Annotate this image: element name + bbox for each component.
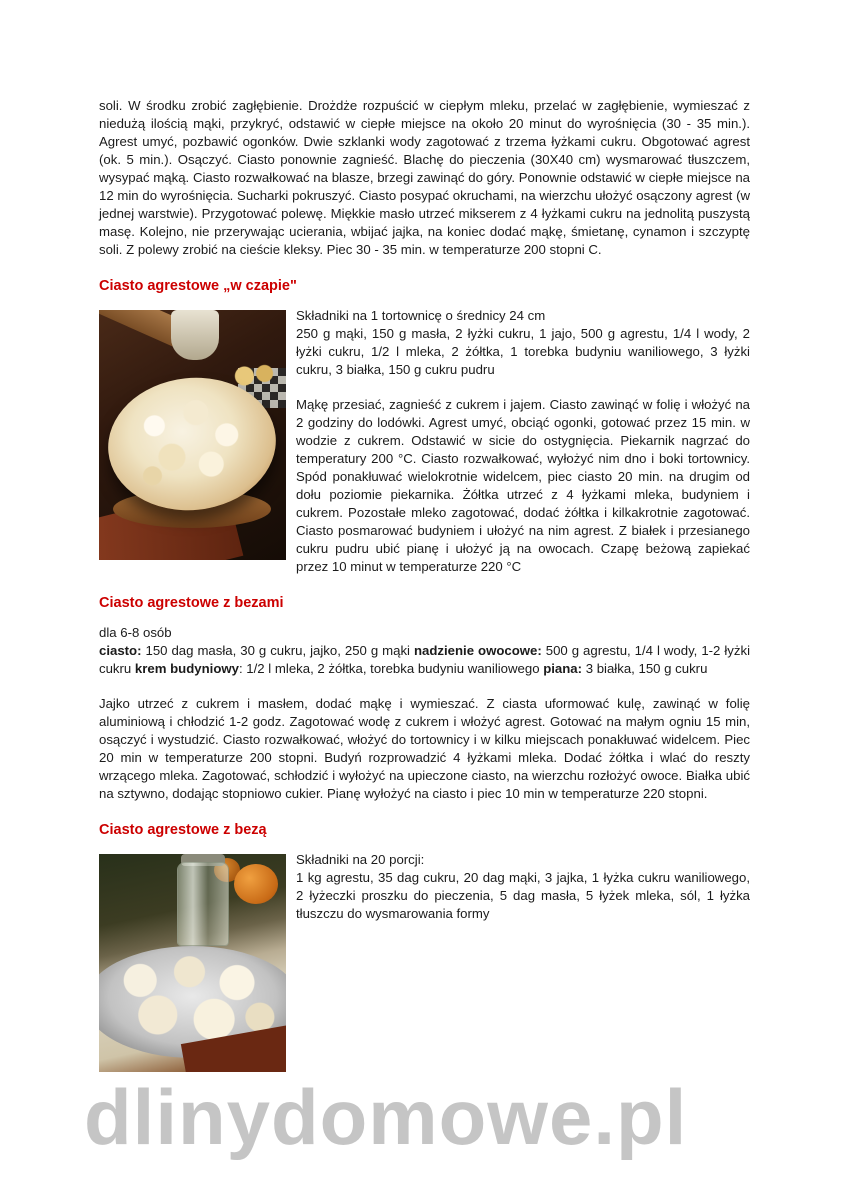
- ingredients-list-2: ciasto: 150 dag masła, 30 g cukru, jajko, 250 g mąki nadzienie owocowe: 500 g agrestu, 1/4 l wody, 1-2 łyżki cukru krem budyniowy: 1/2 l mleka, 2 żółtka, torebka budyniu waniliowego piana: 3 białka, 150 g cukru: [99, 643, 751, 676]
- section-ciasto-w-czapie: [99, 307, 750, 576]
- heading-ciasto-z-beza: Ciasto agrestowe z bezą: [99, 822, 267, 838]
- photo-detail-glass-jar: [177, 862, 229, 946]
- photo-gooseberry-meringue-cake: [99, 310, 286, 560]
- intro-paragraph: soli. W środku zrobić zagłębienie. Drożdże rozpuścić w ciepłym mleku, przelać w zagłębienie, wymieszać z niedużą ilością mąki, przykryć, odstawić w ciepłe miejsce na około 20 minut do wyrośnięcia (30 - 35 min.). Agrest umyć, pozbawić ogonków. Dwie szklanki wody zagotować z trzema łyżkami cukru. Obgotować agrest (ok. 5 min.). Osączyć. Ciasto ponownie zagnieść. Blachę do pieczenia (30X40 cm) wysmarować tłuszczem, wysypać mąką. Ciasto rozwałkować na blasze, brzegi zawinąć do góry. Ponownie odstawić w ciepłe miejsce na 12 min do wyrośnięcia. Sucharki pokruszyć. Ciasto posypać okruchami, na wierzchu ułożyć osączony agrest (w jednej warstwie). Przygotować polewę. Miękkie masło utrzeć mikserem z 4 łyżkami cukru na jednolitą puszystą masę. Kolejno, nie przerywając ucierania, wbijać jajka, na koniec dodać mąkę, śmietanę, cynamon i szczyptę soli. Z polewy zrobić na cieście kleksy. Piec 30 - 35 min. w temperaturze 200 stopni C.: [99, 98, 750, 257]
- serving-info: dla 6-8 osób: [99, 625, 172, 640]
- page-content: [99, 97, 750, 1080]
- ingredients-list-1: 250 g mąki, 150 g masła, 2 łyżki cukru, 1 jajo, 500 g agrestu, 1/4 l wody, 2 łyżki cukru, 1/2 l mleka, 2 żółtka, 1 torebka budyniu waniliowego, 3 łyżki cukru, 3 białka, 150 g cukru pudru: [296, 326, 750, 377]
- ingredients-title-3: Składniki na 20 porcji:: [296, 852, 425, 867]
- ingredients-list-3: 1 kg agrestu, 35 dag cukru, 20 dag mąki, 3 jajka, 1 łyżka cukru waniliowego, 2 łyżeczki proszku do pieczenia, 5 dag masła, 5 łyżek mleka, sól, 1 łyżka tłuszczu do wysmarowania formy: [296, 870, 750, 921]
- photo-detail-orange: [234, 864, 278, 904]
- instructions-2: Jajko utrzeć z cukrem i masłem, dodać mąkę i wymieszać. Z ciasta uformować kulę, zawinąć w folię aluminiową i chłodzić 1-2 godz. Zagotować wodę z cukrem i włożyć agrest. Gotować na małym ogniu 15 min, osączyć i wystudzić. Ciasto rozwałkować, włożyć do tortownicy i w kilku miejscach ponakłuwać widelcem. Piec 20 min w temperaturze 200 stopni. Budyń rozprowadzić 4 łyżkami mleka. Dodać żółtka i wlać do reszty wrzącego mleka. Zagotować, schłodzić i wyłożyć na upieczone ciasto, na wierzchu rozłożyć owoce. Białka ubić na sztywno, dodając stopniowo cukier. Pianę wyłożyć na ciasto i piec 10 min w temperaturze 220 stopni.: [99, 696, 750, 801]
- section-ciasto-z-bezami: [99, 624, 750, 803]
- watermark-text: dlinydomowe.pl: [84, 1073, 688, 1161]
- instructions-1: Mąkę przesiać, zagnieść z cukrem i jajem. Ciasto zawinąć w folię i włożyć na 2 godziny do lodówki. Agrest umyć, obciąć ogonki, gotować przez 15 min. w wodzie z cukrem. Odstawić w sicie do ostygnięcia. Piekarnik nagrzać do temperatury 200 °C. Ciasto rozwałkować, wyłożyć nim dno i boki tortownicy. Spód ponakłuwać wielokrotnie widelcem, piec ciasto 20 min. na drugim od dołu poziomie piekarnika. Żółtka utrzeć z 4 łyżkami mleka, budyniem i cukrem. Pozostałe mleko zagotować, dodać żółtka i kilkakrotnie zagotować. Ciasto posmarować budyniem i ułożyć na nim agrest. Z białek i przesianego cukru pudru ubić pianę i ułożyć ją na owocach. Czapę beżową zapiekać przez 10 minut w temperaturze 220 °C: [296, 397, 750, 574]
- heading-ciasto-w-czapie: Ciasto agrestowe „w czapie": [99, 278, 297, 294]
- section-ciasto-z-beza: [99, 851, 750, 1080]
- heading-ciasto-z-bezami: Ciasto agrestowe z bezami: [99, 595, 284, 611]
- ingredients-title-1: Składniki na 1 tortownicę o średnicy 24 cm: [296, 308, 546, 323]
- photo-cake-powdered-sugar: [99, 854, 286, 1072]
- photo-detail-jug: [171, 310, 219, 360]
